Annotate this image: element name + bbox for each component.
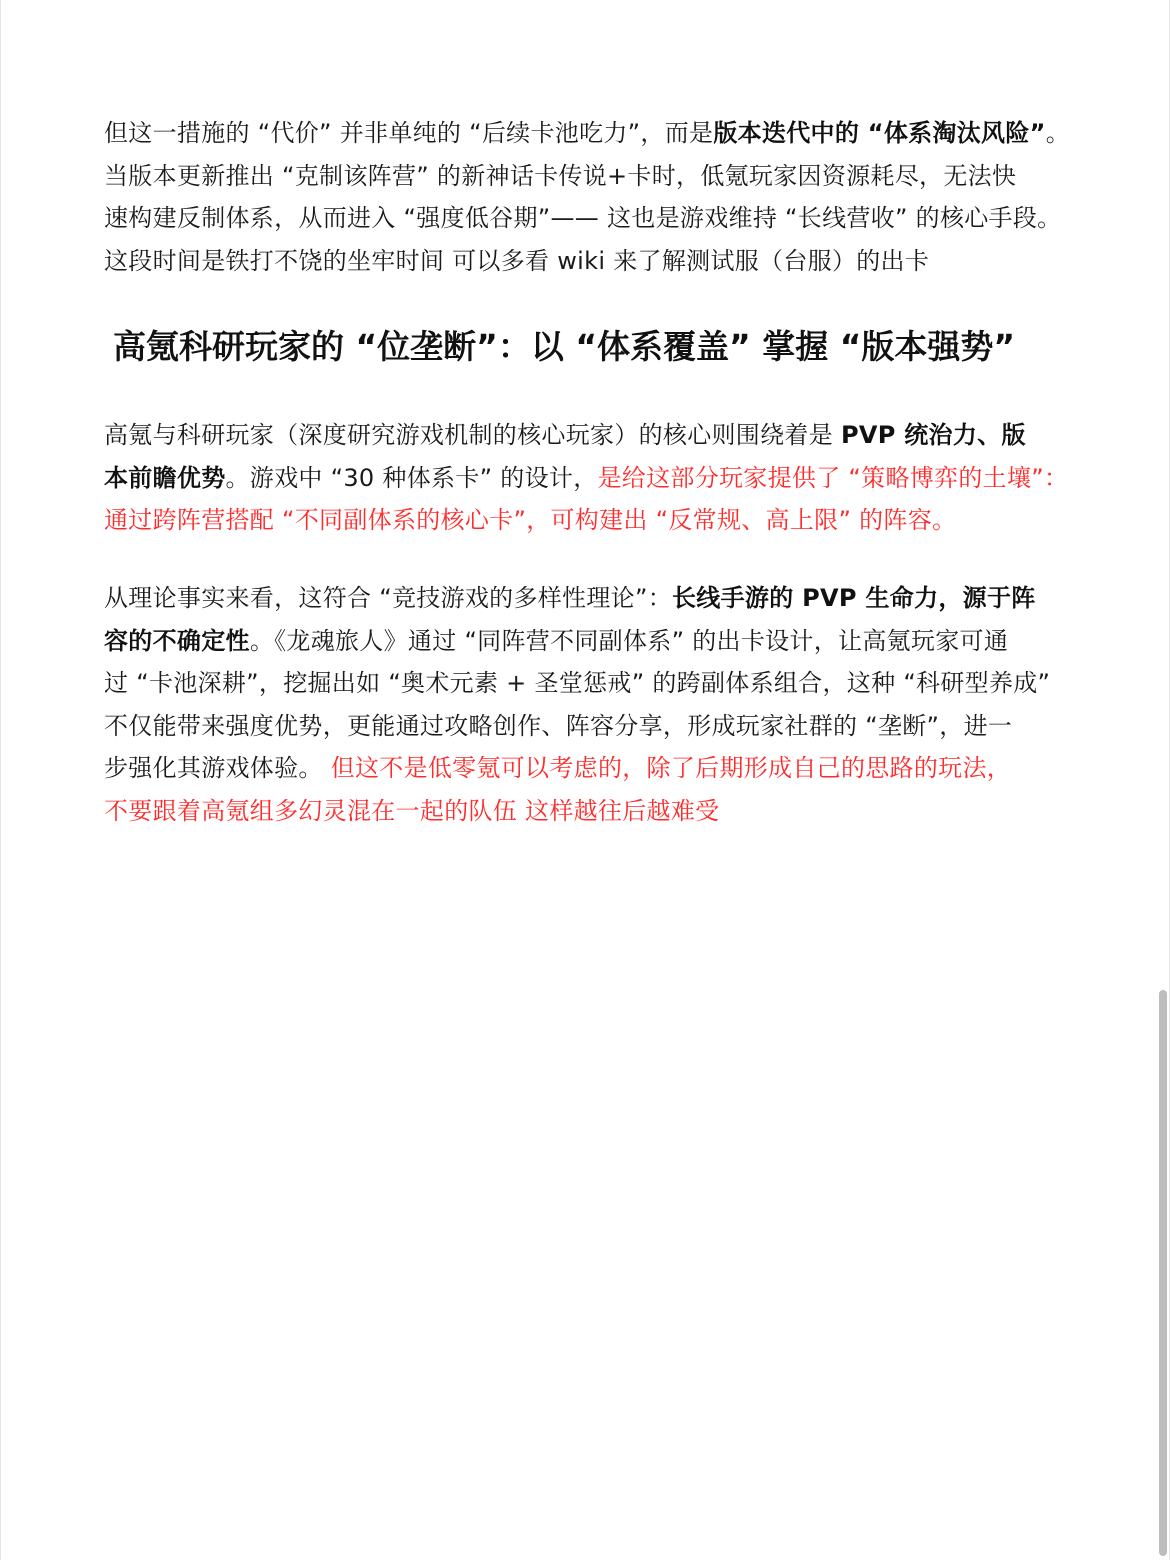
section-heading: 高氪科研玩家的 “位垄断”：以 “体系覆盖” 掌握 “版本强势” — [113, 327, 1016, 366]
text-line — [104, 414, 1094, 457]
text-line: 不仅能带来强度优势，更能通过攻略创作、阵容分享，形成玩家社群的 “垄断”，进一 — [104, 711, 1013, 740]
text-span: 从理论事实来看，这符合 “竞技游戏的多样性理论”： — [104, 584, 672, 612]
text-span: 。 — [1045, 119, 1071, 147]
bold-text: 容的不确定性 — [104, 626, 250, 655]
bold-text: 长线手游的 PVP 生命力，源于阵 — [672, 584, 1036, 612]
text-span: 高氪与科研玩家（深度研究游戏机制的核心玩家）的核心则围绕着是 — [104, 421, 841, 449]
red-highlight-text: 是给这部分玩家提供了 “策略博弈的土壤”： — [597, 463, 1069, 492]
paragraph-pvp-dominance — [104, 414, 1094, 542]
bold-text: PVP 统治力、版 — [840, 421, 1026, 449]
text-line: 这段时间是铁打不饶的坐牢时间 可以多看 wiki 来了解测试服（台服）的出卡 — [104, 246, 930, 275]
text-line — [104, 620, 1094, 663]
text-span: 但这一措施的 “代价” 并非单纯的 “后续卡池吃力”，而是 — [104, 119, 714, 147]
bold-text: 本前瞻优势 — [104, 463, 226, 492]
text-line — [104, 457, 1094, 500]
paragraph-cost-risk — [104, 112, 1094, 282]
text-span: 。《龙魂旅人》通过 “同阵营不同副体系” 的出卡设计，让高氪玩家可通 — [249, 626, 1009, 655]
text-span: 步强化其游戏体验。 — [104, 754, 323, 782]
text-line: 过 “卡池深耕”，挖掘出如 “奥术元素 + 圣堂惩戒” 的跨副体系组合，这种 “科研型养成” — [104, 669, 1051, 697]
text-line: 当版本更新推出 “克制该阵营” 的新神话卡传说+卡时，低氪玩家因资源耗尽，无法快 — [104, 161, 1017, 190]
bold-text: 版本迭代中的 “体系淘汰风险” — [713, 119, 1046, 147]
text-line — [104, 112, 1094, 155]
text-line: 速构建反制体系，从而进入 “强度低谷期”—— 这也是游戏维持 “长线营收” 的核心手段。 — [104, 204, 1062, 232]
red-highlight-text: 但这不是低零氪可以考虑的，除了后期形成自己的思路的玩法， — [330, 754, 1012, 782]
text-line — [104, 747, 1094, 790]
paragraph-theory — [104, 577, 1094, 832]
red-highlight-text: 通过跨阵营搭配 “不同副体系的核心卡”，可构建出 “反常规、高上限” 的阵容。 — [104, 506, 957, 534]
text-line — [104, 577, 1094, 620]
text-span: 。游戏中 “30 种体系卡” 的设计， — [225, 463, 598, 492]
vertical-scrollbar[interactable] — [1159, 990, 1167, 1556]
red-highlight-text: 不要跟着高氪组多幻灵混在一起的队伍 这样越往后越难受 — [104, 796, 720, 825]
